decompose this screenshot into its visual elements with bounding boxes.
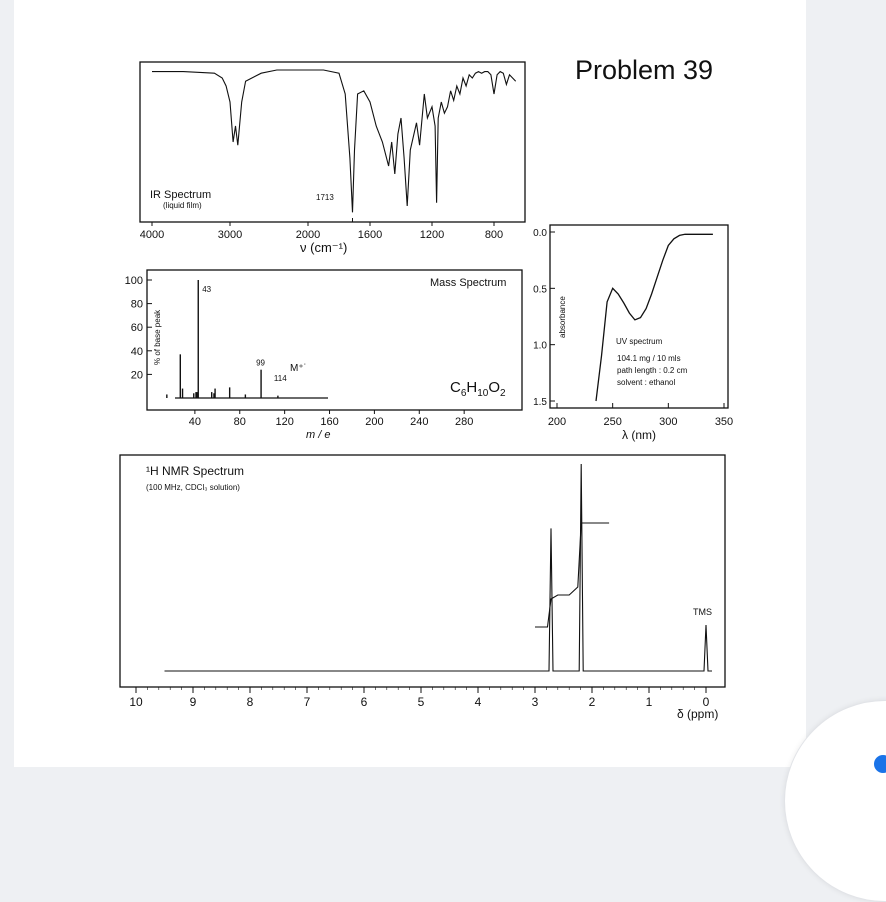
- ms-title: Mass Spectrum: [430, 277, 507, 289]
- nmr-x-tick-label: 10: [129, 695, 143, 709]
- ms-peak-label: 43: [202, 285, 212, 294]
- ms-ylabel: % of base peak: [153, 309, 162, 365]
- ms-x-tick-label: 80: [233, 416, 246, 428]
- uv-y-tick-label: 0.5: [533, 284, 547, 296]
- uv-y-tick-label: 1.0: [533, 340, 547, 352]
- ms-molecular-ion: M⁺˙: [290, 363, 307, 374]
- ir-x-tick-label: 3000: [217, 229, 243, 241]
- nmr-subtitle: (100 MHz, CDCl₃ solution): [146, 483, 240, 492]
- ms-y-tick-label: 100: [124, 275, 143, 287]
- uv-condition-2: path length : 0.2 cm: [617, 366, 688, 375]
- uv-x-tick-label: 250: [603, 416, 622, 428]
- problem-title: Problem 39: [575, 55, 714, 85]
- ms-y-tick-label: 60: [130, 322, 143, 335]
- ir-annotation-1713: 1713: [316, 193, 334, 202]
- uv-x-tick-label: 350: [714, 416, 734, 428]
- ir-xlabel: ν (cm⁻¹): [300, 240, 348, 255]
- nmr-title: ¹H NMR Spectrum: [146, 464, 245, 478]
- nmr-x-tick-label: 0: [702, 695, 710, 709]
- nmr-x-tick-label: 4: [474, 695, 482, 709]
- ms-y-tick-label: 80: [130, 298, 143, 311]
- nmr-x-tick-label: 1: [645, 695, 653, 709]
- ms-peak-label: 114: [273, 374, 287, 383]
- uv-title: UV spectrum: [616, 337, 663, 346]
- ir-x-tick-label: 4000: [139, 229, 165, 241]
- ms-y-tick-label: 20: [130, 369, 143, 382]
- ms-x-tick-label: 200: [365, 416, 384, 428]
- ms-xlabel: m / e: [306, 429, 331, 441]
- ms-x-tick-label: 160: [320, 416, 339, 428]
- nmr-x-tick-label: 6: [360, 695, 368, 709]
- ms-x-tick-label: 40: [188, 416, 202, 428]
- uv-x-tick-label: 200: [547, 416, 567, 428]
- ms-x-tick-label: 120: [275, 416, 294, 428]
- uv-y-tick-label: 1.5: [533, 397, 547, 408]
- uv-xlabel: λ (nm): [622, 428, 656, 442]
- nmr-xlabel: δ (ppm): [677, 707, 719, 721]
- ir-title: IR Spectrum: [150, 189, 212, 201]
- ms-peak-label: 99: [256, 358, 265, 368]
- nmr-x-tick-label: 5: [417, 695, 425, 709]
- nmr-x-tick-label: 7: [303, 695, 311, 709]
- ir-subtitle: (liquid film): [163, 201, 202, 210]
- floating-action-dot-icon[interactable]: [874, 755, 886, 773]
- ms-x-tick-label: 280: [454, 416, 474, 428]
- uv-condition-1: 104.1 mg / 10 mls: [617, 354, 681, 363]
- uv-series-line: [596, 234, 713, 401]
- uv-y-tick-label: 0.0: [533, 228, 547, 239]
- ir-x-tick-label: 800: [484, 229, 504, 241]
- nmr-x-tick-label: 2: [588, 695, 596, 709]
- ir-x-tick-label: 2000: [295, 229, 321, 241]
- nmr-tms-label: TMS: [693, 607, 712, 617]
- uv-condition-3: solvent : ethanol: [617, 378, 676, 387]
- ir-x-tick-label: 1600: [357, 229, 383, 241]
- uv-x-tick-label: 300: [659, 416, 678, 428]
- nmr-x-tick-label: 3: [531, 695, 539, 709]
- nmr-integral-line: [535, 523, 609, 627]
- ir-x-tick-label: 1200: [419, 229, 445, 241]
- nmr-x-tick-label: 9: [189, 695, 197, 709]
- nmr-spectrum-line: [165, 464, 713, 671]
- molecular-formula: $C_6H_{10}O_2$: [450, 379, 506, 399]
- ms-x-tick-label: 240: [410, 416, 429, 428]
- uv-ylabel: absorbance: [558, 296, 567, 338]
- nmr-x-tick-label: 8: [246, 695, 254, 709]
- ms-y-tick-label: 40: [130, 345, 143, 358]
